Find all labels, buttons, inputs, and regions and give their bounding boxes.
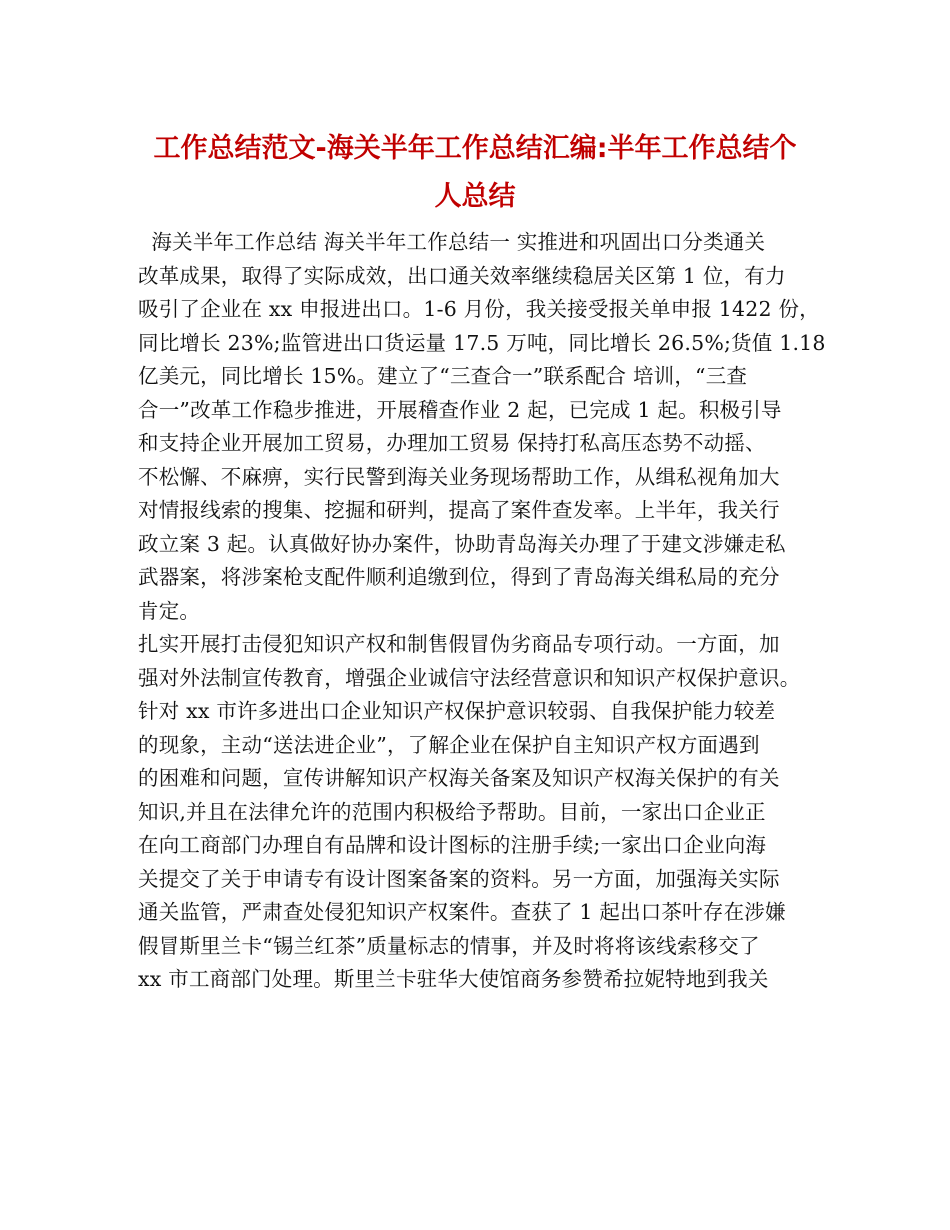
body-line: 和支持企业开展加工贸易，办理加工贸易 保持打私高压态势不动摇、 xyxy=(138,431,766,455)
body-line: 的现象，主动“送法进企业”，了解企业在保护自主知识产权方面遇到 xyxy=(138,732,760,757)
body-line: 同比增长 23%;监管进出口货运量 17.5 万吨，同比增长 26.5%;货值 1.18 xyxy=(138,330,826,355)
body-line: 政立案 3 起。认真做好协办案件，协助青岛海关办理了于建文涉嫌走私 xyxy=(138,531,786,556)
body-line: 假冒斯里兰卡“锡兰红茶”质量标志的情事，并及时将将该线索移交了 xyxy=(138,933,760,958)
body-line: 肯定。 xyxy=(138,598,201,623)
body-line: 关提交了关于申请专有设计图案备案的资料。另一方面，加强海关实际 xyxy=(138,866,780,891)
body-line: xx 市工商部门处理。斯里兰卡驻华大使馆商务参赞希拉妮特地到我关 xyxy=(138,967,769,991)
title-line-2: 人总结 xyxy=(434,181,516,212)
document-body xyxy=(138,226,828,997)
body-line: 对情报线索的搜集、挖掘和研判，提高了案件查发率。上半年，我关行 xyxy=(138,498,780,522)
body-line: 在向工商部门办理自有品牌和设计图标的注册手续;一家出口企业向海 xyxy=(138,833,767,857)
body-line: 针对 xx 市许多进出口企业知识产权保护意识较弱、自我保护能力较差 xyxy=(138,699,776,723)
body-line: 的困难和问题，宣传讲解知识产权海关备案及知识产权海关保护的有关 xyxy=(138,766,780,790)
body-line: 通关监管，严肃查处侵犯知识产权案件。查获了 1 起出口茶叶存在涉嫌 xyxy=(138,900,786,924)
body-line: 吸引了企业在 xx 申报进出口。1-6 月份，我关接受报关单申报 1422 份， xyxy=(138,297,820,321)
body-line: 海关半年工作总结 海关半年工作总结一 实推进和巩固出口分类通关 xyxy=(138,230,766,254)
body-line: 强对外法制宣传教育，增强企业诚信守法经营意识和知识产权保护意识。 xyxy=(138,665,801,690)
body-line: 亿美元，同比增长 15%。建立了“三查合一”联系配合 培训，“三查 xyxy=(138,364,748,388)
body-line: 不松懈、不麻痹，实行民警到海关业务现场帮助工作，从缉私视角加大 xyxy=(138,464,780,489)
body-line: 改革成果，取得了实际成效，出口通关效率继续稳居关区第 1 位，有力 xyxy=(138,263,786,288)
body-line: 合一”改革工作稳步推进，开展稽查作业 2 起，已完成 1 起。积极引导 xyxy=(138,397,782,422)
body-line: 知识,并且在法律允许的范围内积极给予帮助。目前，一家出口企业正 xyxy=(138,799,766,824)
body-line: 武器案，将涉案枪支配件顺利追缴到位，得到了青岛海关缉私局的充分 xyxy=(138,565,780,589)
title-line-1: 工作总结范文-海关半年工作总结汇编:半年工作总结个 xyxy=(153,133,797,164)
document-title xyxy=(120,125,830,221)
body-line: 扎实开展打击侵犯知识产权和制售假冒伪劣商品专项行动。一方面，加 xyxy=(138,632,780,656)
